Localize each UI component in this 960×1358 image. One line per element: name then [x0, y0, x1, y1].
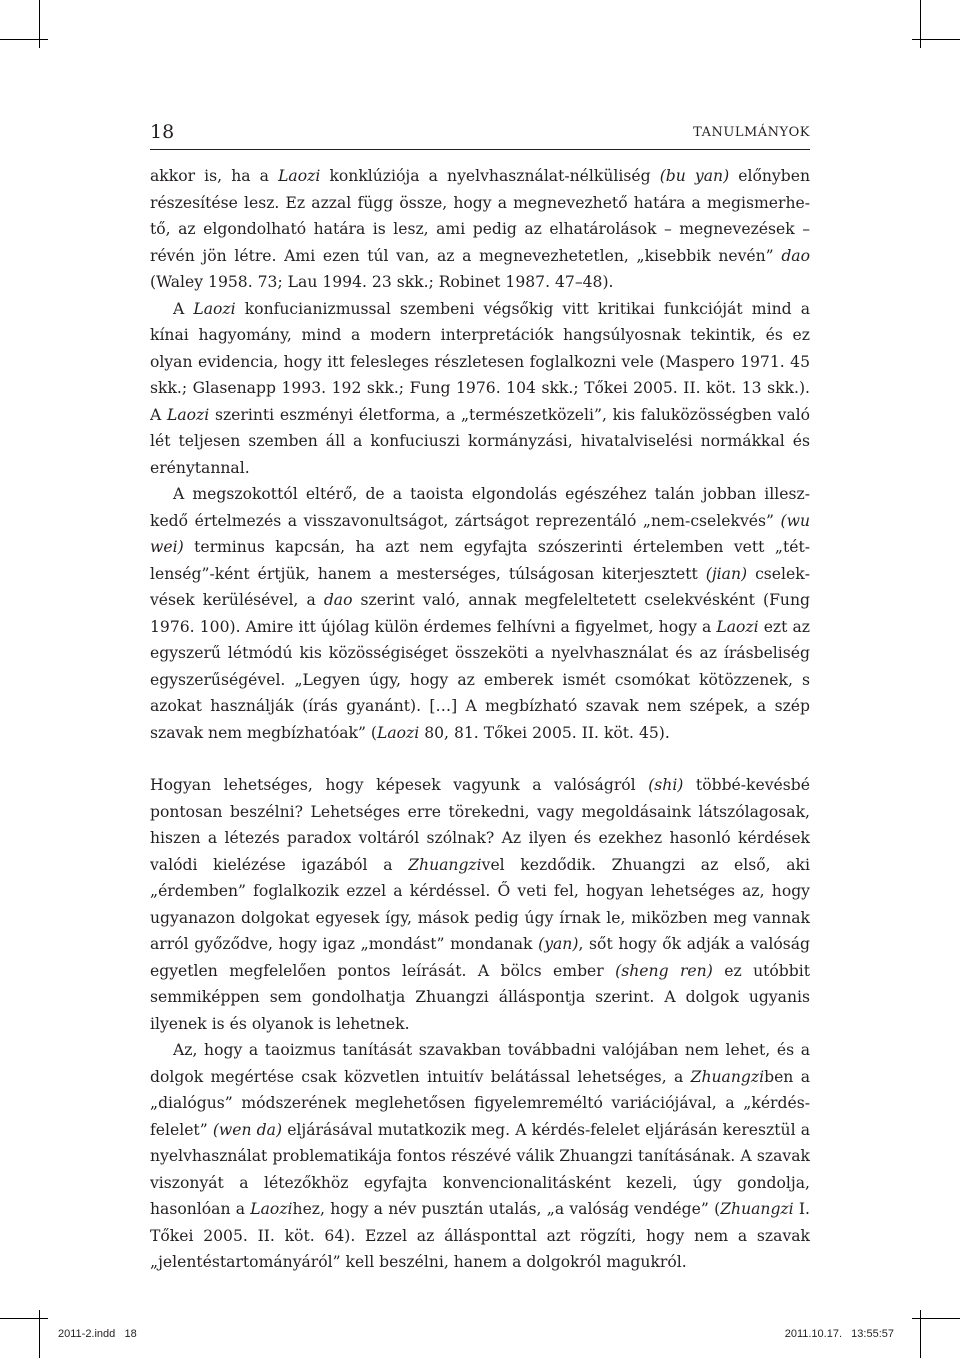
crop-mark-top-right-h	[912, 39, 960, 40]
text-run: A	[173, 299, 194, 318]
body-text	[150, 163, 810, 1276]
paragraph	[150, 772, 810, 1037]
italic-term: Zhuangzi	[720, 1200, 794, 1218]
text-run: terminus kapcsán, ha azt nem egyfajta szószerinti értelemben vett „tétlenség”-ként értjük, hanem a mesterséges, túlságosan kiterjesztett	[150, 538, 810, 583]
text-run: szerinti eszményi életforma, a „természetközeli”, kis faluközösségben való lét teljesen szemben áll a konfuciuszi kormányzási, hivatalviselési normákkal és erénytannal.	[150, 405, 811, 477]
italic-term: (jian)	[705, 564, 748, 583]
italic-term: Laozi	[278, 167, 321, 185]
italic-term: Laozi	[193, 299, 236, 318]
italic-term: Laozi	[716, 617, 759, 636]
text-run: A megszokottól eltérő, de a taoista elgondolás egészéhez talán jobban illeszkedő értelmezés a visszavonultságot, zártságot reprezentáló „nem-cselekvés”	[150, 485, 810, 530]
paragraph	[150, 481, 810, 746]
text-run: , sőt hogy ők adják a valóság egyetlen megfelelően pontos leírását. A bölcs ember	[150, 935, 810, 980]
italic-term: (yan)	[538, 935, 579, 953]
crop-mark-top-right-v	[920, 0, 921, 48]
text-run: hez, hogy a név pusztán utalás, „a valóság vendége” (	[292, 1200, 721, 1218]
text-run: (Waley 1958. 73; Lau 1994. 23 skk.; Robinet 1987. 47–48).	[150, 273, 614, 291]
text-run: cselekvések kerülésével, a	[150, 564, 810, 609]
running-head: TANULMÁNYOK	[693, 125, 810, 140]
text-run: akkor is, ha a	[150, 167, 279, 185]
italic-term: Laozi	[376, 723, 420, 742]
italic-term: Zhuangzi	[690, 1067, 765, 1086]
text-run: ez utóbbit semmiképpen sem gondolhatja Zhuangzi álláspontja szerint. A dolgok ugyanis ilyenek is és olyanok is lehetnek.	[150, 961, 810, 1033]
text-run: I. Tőkei 2005. II. köt. 64). Ezzel az állásponttal azt rögzíti, hogy nem a szavak „jelentéstartományáról” kell beszélni, hanem a dolgokról magukról.	[150, 1200, 811, 1271]
text-run: ben a „dialógus” módszerének meglehetősen figyelemreméltó variációjával, a „kérdés-felelet”	[150, 1067, 810, 1139]
text-run: vel kezdődik. Zhuangzi az első, aki „érdemben” foglalkozik ezzel a kérdéssel. Ő veti fel, hogyan lehetséges az, hogy ugyanazon dolgokat egyesek így, mások pedig úgy írnak le, miközben meg vannak arról győződve, hogy igaz „mondást” mondanak	[150, 855, 810, 953]
paragraph	[150, 163, 810, 296]
italic-term: Laozi	[250, 1200, 293, 1218]
page-number: 18	[150, 121, 175, 143]
italic-term: (wen da)	[212, 1120, 283, 1139]
slug-file: 2011-2.indd 18	[58, 1328, 137, 1340]
slug-datetime: 2011.10.17. 13:55:57	[784, 1328, 894, 1340]
text-run: Hogyan lehetséges, hogy képesek vagyunk a valóságról	[150, 776, 649, 794]
text-run: eljárásával mutatkozik meg. A kérdés-felelet eljárásán keresztül a nyelvhasználat problematikája fontos részévé válik Zhuangzi tanításának. A szavak viszonyát a létezőkhöz egyfajta konvencionalitásként kezeli, úgy gondolja, hasonlóan a	[150, 1120, 810, 1218]
italic-term: dao	[323, 591, 353, 609]
crop-mark-top-left-v	[39, 0, 40, 48]
text-run: 80, 81. Tőkei 2005. II. köt. 45).	[419, 723, 670, 742]
text-run: konfucianizmussal szembeni végsőkig vitt kritikai funkcióját mind a kínai hagyomány, mind a modern interpretációk hangsúlyosnak tekintik, és ez olyan evidencia, hogy itt felesleges részletesen foglalkozni vele (Maspero 1971. 45 skk.; Glasenapp 1993. 192 skk.; Fung 1976. 104 skk.; Tőkei 2005. II. köt. 13 skk.). A	[150, 299, 810, 424]
crop-mark-bottom-left-h	[0, 1318, 48, 1319]
crop-mark-top-left-h	[0, 39, 48, 40]
italic-term: dao	[781, 246, 810, 265]
text-run: ezt az egyszerű létmódú kis közösségiséget összeköti a nyelvhasználat és az írásbeliség egyszerűségével. „Legyen úgy, hogy az emberek ismét csomókat kötözzenek, s azokat használják (írás gyanánt). […] A megbízható szavak nem szépek, a szép szavak nem megbízhatóak” (	[150, 617, 810, 742]
italic-term: (shi)	[648, 776, 684, 794]
text-run: előnyben részesítése lesz. Ez azzal függ össze, hogy a megnevezhető határa a megismerhető, az elgondolható határa is lesz, ami pedig az elhatárolások – megnevezések – révén jön létre. Ami ezen túl van, az a megnevezhetetlen, „kisebbik nevén”	[150, 167, 810, 265]
text-run: Az, hogy a taoizmus tanítását szavakban továbbadni valójában nem lehet, és a dolgok megértése csak közvetlen intuitív belátással lehetséges, a	[150, 1041, 810, 1086]
text-run: konklúziója a nyelvhasználat-nélküliség	[320, 167, 660, 185]
italic-term: (bu yan)	[659, 167, 730, 185]
crop-mark-bottom-right-h	[912, 1318, 960, 1319]
italic-term: (sheng ren)	[615, 961, 713, 980]
italic-term: Zhuangzi	[408, 855, 482, 874]
text-run: többé-kevésbé pontosan beszélni? Lehetséges erre törekedni, vagy megoldásaink látszólagosak, hiszen a létezés paradox voltáról szólnak? Az ilyen és ezekhez hasonló kérdések valódi kielézése igazából a	[150, 776, 810, 874]
paragraph	[150, 1037, 810, 1276]
italic-term: (wu wei)	[150, 511, 810, 556]
italic-term: Laozi	[166, 405, 210, 424]
paragraph	[150, 296, 810, 482]
text-run: szerint való, annak megfeleltetett cselekvésként (Fung 1976. 100). Amire itt újólag külön érdemes felhívni a figyelmet, hogy a	[150, 591, 810, 636]
header-rule	[150, 149, 810, 150]
